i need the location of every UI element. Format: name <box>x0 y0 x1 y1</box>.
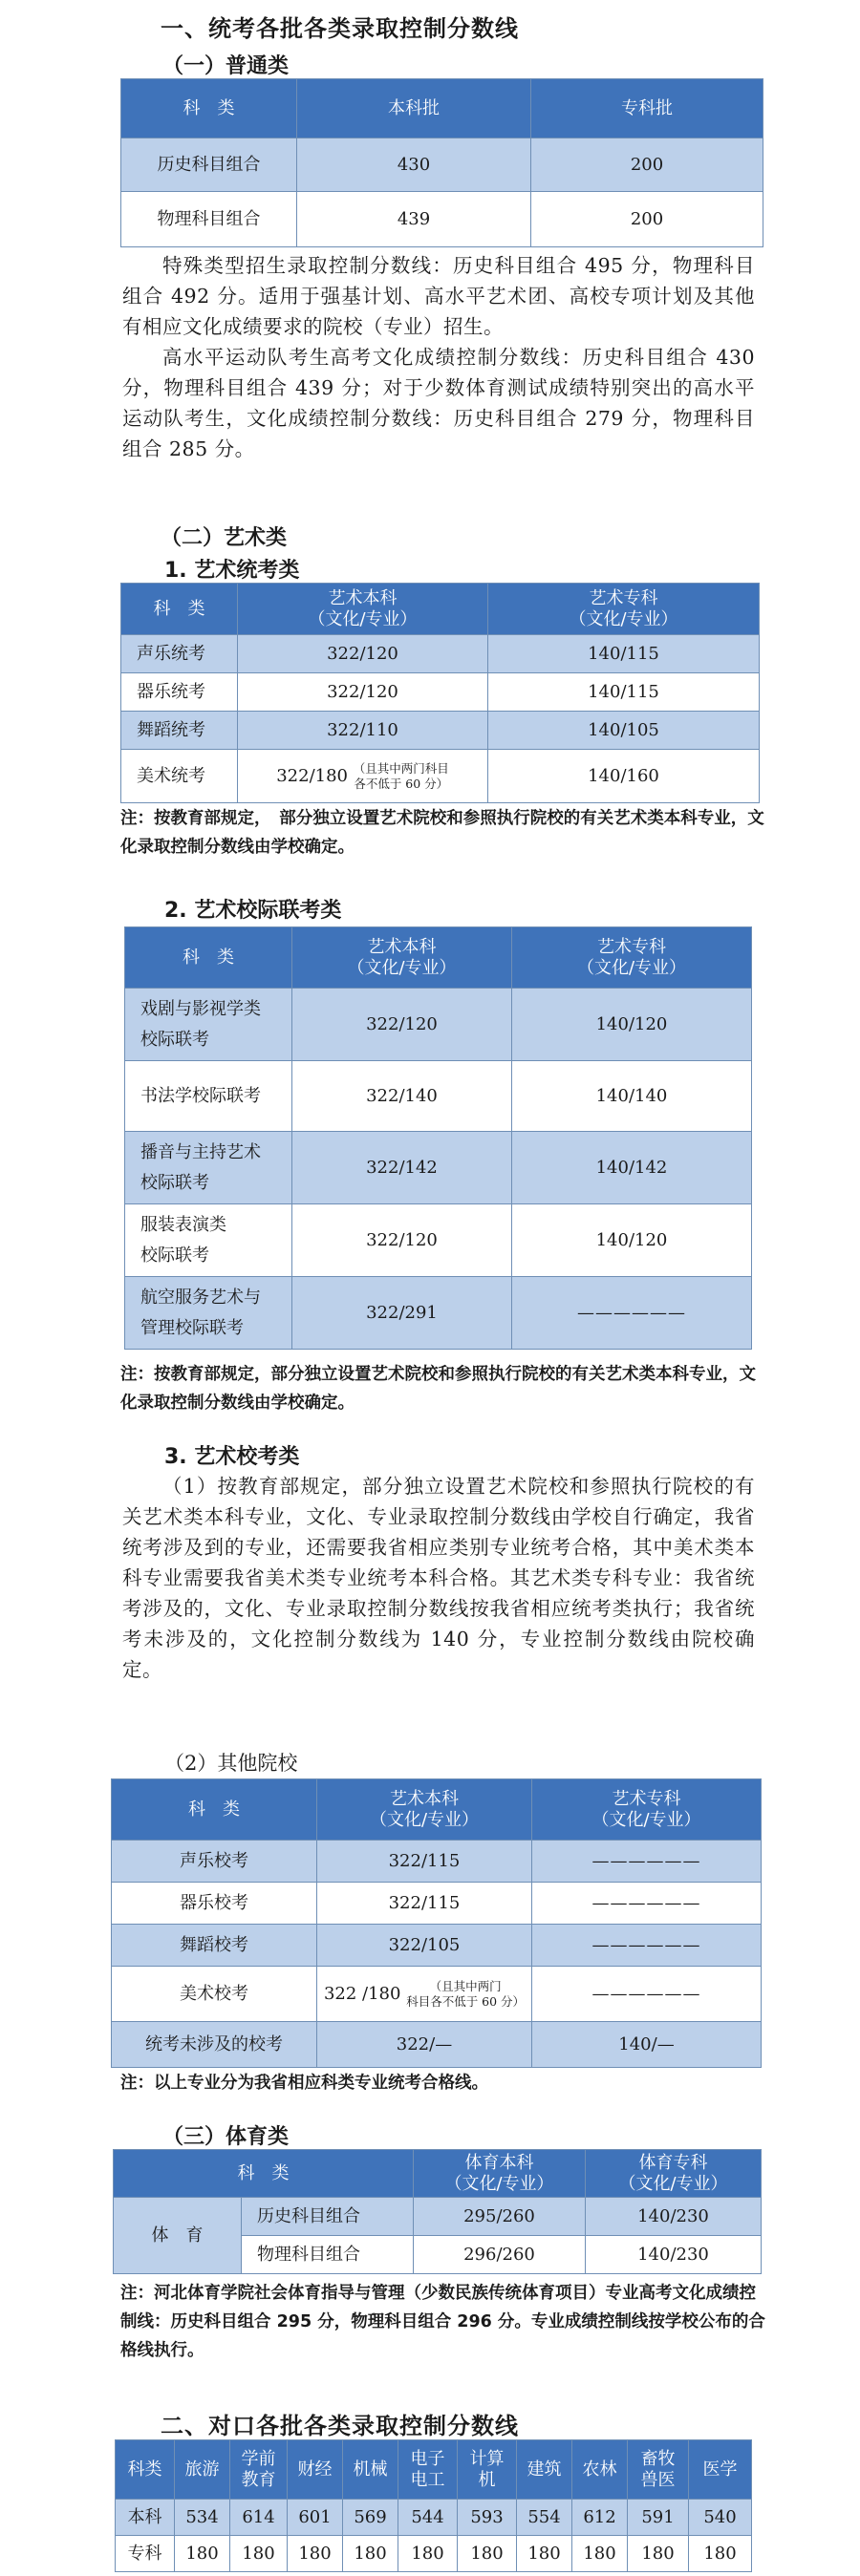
cell-value: 180 <box>288 2536 343 2572</box>
cell-value: 140/230 <box>586 2198 762 2236</box>
other-schools-note: 注：以上专业分为我省相应科类专业统考合格线。 <box>120 2074 488 2093</box>
header-cell: 科 类 <box>125 927 292 989</box>
cell-category: 声乐校考 <box>112 1841 317 1883</box>
header-cell: 旅游 <box>175 2440 230 2500</box>
cell-category: 器乐校考 <box>112 1883 317 1925</box>
header-cell: 畜牧 兽医 <box>628 2440 689 2500</box>
header-cell: 农林 <box>572 2440 628 2500</box>
cell-value: 612 <box>572 2500 628 2536</box>
art-school-title: 3. 艺术校考类 <box>164 1445 300 1469</box>
cell-value: 322/120 <box>292 1204 512 1277</box>
art-unified-table <box>120 583 760 803</box>
cell-value: 534 <box>175 2500 230 2536</box>
header-cell: 艺术专科 （文化/专业） <box>512 927 752 989</box>
cell-value: 180 <box>175 2536 230 2572</box>
art-subtitle: （二）艺术类 <box>161 526 288 550</box>
table-row <box>125 989 752 1061</box>
cell-category: 播音与主持艺术 校际联考 <box>125 1132 292 1204</box>
cell-value: 140/142 <box>512 1132 752 1204</box>
table-row <box>125 1277 752 1350</box>
cell-value: 540 <box>689 2500 752 2536</box>
cell-value: 322/291 <box>292 1277 512 1350</box>
section-1-title: 一、统考各批各类录取控制分数线 <box>161 15 519 42</box>
table-row <box>121 673 760 712</box>
cell-value: 200 <box>531 192 763 247</box>
header-cell: 建筑 <box>517 2440 572 2500</box>
cell-category: 美术校考 <box>112 1967 317 2022</box>
cell-value: 140/105 <box>488 712 760 750</box>
table-row <box>116 2500 752 2536</box>
cell-value: 569 <box>343 2500 398 2536</box>
cell-category: 舞蹈统考 <box>121 712 238 750</box>
cell-value: 180 <box>517 2536 572 2572</box>
ordinary-subtitle: （一）普通类 <box>162 54 290 78</box>
cell-category: 器乐统考 <box>121 673 238 712</box>
sports-group-label: 体 育 <box>114 2198 242 2274</box>
cell-value: 430 <box>297 138 531 192</box>
cell-value: 180 <box>689 2536 752 2572</box>
cell-value: —————— <box>512 1277 752 1350</box>
table-row <box>112 1841 762 1883</box>
cell-value: 322/120 <box>238 673 488 712</box>
header-cell: 财经 <box>288 2440 343 2500</box>
other-schools-table <box>111 1778 762 2068</box>
cell-category: 物理科目组合 <box>121 192 297 247</box>
cell-category: 统考未涉及的校考 <box>112 2022 317 2068</box>
cell-value: —————— <box>532 1967 762 2022</box>
cell-value: 140/140 <box>512 1061 752 1132</box>
header-cell: 电子 电工 <box>398 2440 458 2500</box>
cell-category: 书法学校际联考 <box>125 1061 292 1132</box>
header-cell: 科类 <box>116 2440 175 2500</box>
cell-value <box>238 750 488 803</box>
cell-value: 140/— <box>532 2022 762 2068</box>
cell-category: 声乐统考 <box>121 635 238 673</box>
header-cell: 体育专科 （文化/专业） <box>586 2150 762 2198</box>
header-cell: 专科批 <box>531 79 763 138</box>
cell-value: 439 <box>297 192 531 247</box>
header-cell: 科 类 <box>112 1779 317 1841</box>
cell-category: 专科 <box>116 2536 175 2572</box>
header-cell: 机械 <box>343 2440 398 2500</box>
cell-value: 322/115 <box>317 1883 532 1925</box>
cell-value: 322/— <box>317 2022 532 2068</box>
art-joint-title: 2. 艺术校际联考类 <box>164 899 342 923</box>
header-cell: 学前 教育 <box>230 2440 288 2500</box>
table-row <box>125 1204 752 1277</box>
cell-value: 322/142 <box>292 1132 512 1204</box>
art-score: 322/180 <box>276 765 349 786</box>
cell-value: 296/260 <box>414 2236 586 2274</box>
art-unified-note: 注：按教育部规定， 部分独立设置艺术院校和参照执行院校的有关艺术类本科专业，文化录取控制分数线由学校确定。 <box>120 809 764 857</box>
cell-value: 322/105 <box>317 1925 532 1967</box>
cell-category: 美术统考 <box>121 750 238 803</box>
cell-category: 历史科目组合 <box>121 138 297 192</box>
cell-category: 本科 <box>116 2500 175 2536</box>
cell-value: 322/120 <box>238 635 488 673</box>
cell-value: 544 <box>398 2500 458 2536</box>
table-row <box>125 1132 752 1204</box>
cell-category: 航空服务艺术与 管理校际联考 <box>125 1277 292 1350</box>
header-cell: 艺术本科 （文化/专业） <box>238 584 488 635</box>
cell-category: 戏剧与影视学类 校际联考 <box>125 989 292 1061</box>
table-row <box>121 635 760 673</box>
sports-subtitle: （三）体育类 <box>162 2125 290 2149</box>
header-cell: 计算 机 <box>458 2440 517 2500</box>
header-cell: 艺术本科 （文化/专业） <box>317 1779 532 1841</box>
art-score: 322 /180 <box>323 1983 401 2004</box>
cell-value: 180 <box>572 2536 628 2572</box>
cell-value: 180 <box>628 2536 689 2572</box>
special-paragraph: 特殊类型招生录取控制分数线：历史科目组合 495 分，物理科目组合 492 分。适用于强基计划、高水平艺术团、高校专项计划及其他有相应文化成绩要求的院校（专业）招生。 <box>122 254 755 338</box>
header-cell: 本科批 <box>297 79 531 138</box>
cell-value: 200 <box>531 138 763 192</box>
sports-note: 注：河北体育学院社会体育指导与管理（少数民族传统体育项目）专业高考文化成绩控制线：历史科目组合 295 分，物理科目组合 296 分。专业成绩控制线按学校公布的合格线执行。 <box>120 2284 765 2360</box>
cell-value: 554 <box>517 2500 572 2536</box>
vocational-table <box>115 2439 752 2572</box>
table-row <box>121 138 763 192</box>
art-score-note: （且其中两门科目 各不低于 60 分） <box>353 760 449 791</box>
table-row <box>121 712 760 750</box>
header-cell: 科 类 <box>121 79 297 138</box>
cell-value: 322/140 <box>292 1061 512 1132</box>
table-row <box>121 750 760 803</box>
cell-category: 物理科目组合 <box>242 2236 414 2274</box>
cell-category: 历史科目组合 <box>242 2198 414 2236</box>
cell-value: —————— <box>532 1925 762 1967</box>
cell-value: 180 <box>343 2536 398 2572</box>
header-cell: 艺术专科 （文化/专业） <box>488 584 760 635</box>
cell-value: 322/120 <box>292 989 512 1061</box>
athlete-paragraph: 高水平运动队考生高考文化成绩控制分数线：历史科目组合 430 分，物理科目组合 439 分；对于少数体育测试成绩特别突出的高水平运动队考生，文化成绩控制分数线：历史科目组合 279 分，物理科目组合 285 分。 <box>122 346 755 460</box>
cell-value: 601 <box>288 2500 343 2536</box>
header-cell: 科 类 <box>121 584 238 635</box>
table-row <box>112 1967 762 2022</box>
cell-value: 614 <box>230 2500 288 2536</box>
sports-table <box>113 2149 762 2274</box>
table-row <box>112 1925 762 1967</box>
art-score-note: （且其中两门 科目各不低于 60 分） <box>406 1978 526 2009</box>
cell-category: 服装表演类 校际联考 <box>125 1204 292 1277</box>
cell-value: 591 <box>628 2500 689 2536</box>
cell-value: 295/260 <box>414 2198 586 2236</box>
cell-value: —————— <box>532 1883 762 1925</box>
table-row <box>112 2022 762 2068</box>
cell-value: 180 <box>230 2536 288 2572</box>
header-cell: 艺术专科 （文化/专业） <box>532 1779 762 1841</box>
art-joint-note: 注：按教育部规定，部分独立设置艺术院校和参照执行院校的有关艺术类本科专业，文化录取控制分数线由学校确定。 <box>120 1365 756 1413</box>
cell-value: 140/120 <box>512 1204 752 1277</box>
art-joint-table <box>124 926 752 1350</box>
section-2-title: 二、对口各批各类录取控制分数线 <box>161 2413 519 2439</box>
cell-value: 140/115 <box>488 635 760 673</box>
cell-value: 322/110 <box>238 712 488 750</box>
cell-value: 180 <box>458 2536 517 2572</box>
table-row <box>116 2536 752 2572</box>
cell-value: —————— <box>532 1841 762 1883</box>
table-row <box>114 2198 762 2236</box>
cell-category: 舞蹈校考 <box>112 1925 317 1967</box>
cell-value: 593 <box>458 2500 517 2536</box>
table-row <box>125 1061 752 1132</box>
cell-value: 322/115 <box>317 1841 532 1883</box>
header-cell: 科 类 <box>114 2150 414 2198</box>
art-unified-title: 1. 艺术统考类 <box>164 559 300 583</box>
header-cell: 医学 <box>689 2440 752 2500</box>
cell-value <box>317 1967 532 2022</box>
cell-value: 140/160 <box>488 750 760 803</box>
cell-value: 140/230 <box>586 2236 762 2274</box>
art-school-paragraph: （1）按教育部规定，部分独立设置艺术院校和参照执行院校的有关艺术类本科专业，文化、专业录取控制分数线由学校自行确定，我省统考涉及到的专业，还需要我省相应类别专业统考合格，其中美术类本科专业需要我省美术类专业统考本科合格。其艺术类专科专业：我省统考涉及的，文化、专业录取控制分数线按我省相应统考类执行；我省统考未涉及的，文化控制分数线为 140 分，专业控制分数线由院校确定。 <box>122 1475 755 1681</box>
table-row <box>121 192 763 247</box>
header-cell: 艺术本科 （文化/专业） <box>292 927 512 989</box>
cell-value: 140/120 <box>512 989 752 1061</box>
table-row <box>112 1883 762 1925</box>
cell-value: 180 <box>398 2536 458 2572</box>
cell-value: 140/115 <box>488 673 760 712</box>
header-cell: 体育本科 （文化/专业） <box>414 2150 586 2198</box>
ordinary-table <box>120 78 763 247</box>
other-schools-subtitle: （2）其他院校 <box>164 1752 298 1775</box>
